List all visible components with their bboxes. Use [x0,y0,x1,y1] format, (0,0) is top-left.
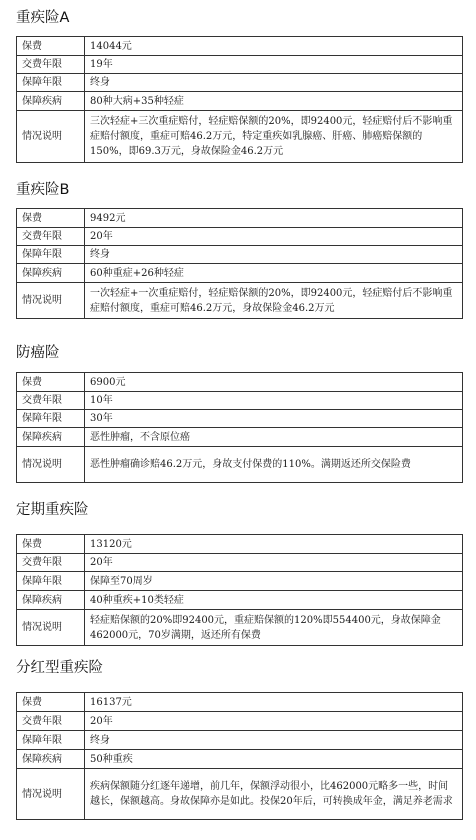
section-title: 防癌险 [16,345,60,361]
row-label-description: 情况说明 [17,447,85,483]
payment-years-value: 10年 [85,392,463,410]
table-row [17,693,463,712]
table-row [17,712,463,731]
row-label-payment-years: 交费年限 [17,712,85,731]
section-critical-illness-b [16,180,463,314]
row-label-description: 情况说明 [17,283,85,319]
covered-diseases-value: 50种重疾 [85,750,463,769]
table-row [17,447,463,483]
premium-value: 9492元 [85,209,463,228]
info-table [16,36,463,163]
payment-years-value: 20年 [85,554,463,572]
table-row [17,410,463,428]
covered-diseases-value: 80种大病+35种轻症 [85,92,463,111]
row-label-coverage-years: 保障年限 [17,74,85,92]
table-row [17,209,463,228]
row-label-premium: 保费 [17,37,85,56]
row-label-payment-years: 交费年限 [17,554,85,572]
table-row [17,228,463,246]
premium-value: 13120元 [85,535,463,554]
row-label-coverage-years: 保障年限 [17,410,85,428]
table-row [17,111,463,163]
description-value: 轻症赔保额的20%即92400元，重症赔保额的120%即554400元，身故保障金462000元，70岁满期，返还所有保费 [85,610,463,646]
section-cancer-insurance [16,343,463,470]
description-value: 恶性肿瘤确诊赔46.2万元，身故支付保费的110%。满期返还所交保险费 [85,447,463,483]
section-title: 定期重疾险 [16,502,89,518]
payment-years-value: 20年 [85,228,463,246]
coverage-years-value: 终身 [85,731,463,750]
section-critical-illness-a [16,8,463,157]
table-row [17,283,463,319]
section-participating-critical-illness [16,658,463,807]
table-row [17,731,463,750]
row-label-covered-diseases: 保障疾病 [17,92,85,111]
section-title: 分红型重疾险 [16,660,103,676]
table-row [17,750,463,769]
section-term-critical-illness [16,500,463,641]
row-label-covered-diseases: 保障疾病 [17,428,85,447]
premium-value: 16137元 [85,693,463,712]
table-row [17,74,463,92]
table-row [17,56,463,74]
description-value: 三次轻症+三次重症赔付，轻症赔保额的20%，即92400元，轻症赔付后不影响重症赔付额度，重症可赔46.2万元，特定重疾如乳腺癌、肝癌、肺癌赔保额的150%，即69.3万元，身故保险金46.2万元 [85,111,463,163]
row-label-description: 情况说明 [17,111,85,163]
row-label-covered-diseases: 保障疾病 [17,264,85,283]
table-row [17,572,463,591]
info-table [16,692,463,820]
covered-diseases-value: 40种重疾+10类轻症 [85,591,463,610]
covered-diseases-value: 恶性肿瘤，不含原位癌 [85,428,463,447]
premium-value: 6900元 [85,373,463,392]
table-row [17,610,463,646]
table-row [17,769,463,820]
coverage-years-value: 30年 [85,410,463,428]
row-label-covered-diseases: 保障疾病 [17,750,85,769]
description-value: 疾病保额随分红逐年递增，前几年，保额浮动很小，比462000元略多一些，时间越长，保额越高。身故保障亦是如此。投保20年后，可转换成年金，满足养老需求 [85,769,463,820]
section-title: 重疾险B [16,182,70,198]
covered-diseases-value: 60种重症+26种轻症 [85,264,463,283]
row-label-premium: 保费 [17,535,85,554]
section-title: 重疾险A [16,10,70,26]
premium-value: 14044元 [85,37,463,56]
coverage-years-value: 终身 [85,74,463,92]
row-label-coverage-years: 保障年限 [17,731,85,750]
table-row [17,246,463,264]
row-label-description: 情况说明 [17,610,85,646]
row-label-premium: 保费 [17,373,85,392]
info-table [16,208,463,319]
table-row [17,92,463,111]
row-label-payment-years: 交费年限 [17,228,85,246]
row-label-coverage-years: 保障年限 [17,572,85,591]
payment-years-value: 20年 [85,712,463,731]
info-table [16,534,463,646]
row-label-payment-years: 交费年限 [17,56,85,74]
payment-years-value: 19年 [85,56,463,74]
table-row [17,392,463,410]
table-row [17,554,463,572]
table-row [17,264,463,283]
table-row [17,591,463,610]
description-value: 一次轻症+一次重症赔付，轻症赔保额的20%，即92400元，轻症赔付后不影响重症赔付额度，重症可赔46.2万元，身故保险金46.2万元 [85,283,463,319]
coverage-years-value: 保障至70周岁 [85,572,463,591]
coverage-years-value: 终身 [85,246,463,264]
row-label-description: 情况说明 [17,769,85,820]
row-label-premium: 保费 [17,209,85,228]
table-row [17,535,463,554]
table-row [17,428,463,447]
row-label-premium: 保费 [17,693,85,712]
row-label-payment-years: 交费年限 [17,392,85,410]
row-label-coverage-years: 保障年限 [17,246,85,264]
table-row [17,37,463,56]
info-table [16,372,463,483]
table-row [17,373,463,392]
row-label-covered-diseases: 保障疾病 [17,591,85,610]
